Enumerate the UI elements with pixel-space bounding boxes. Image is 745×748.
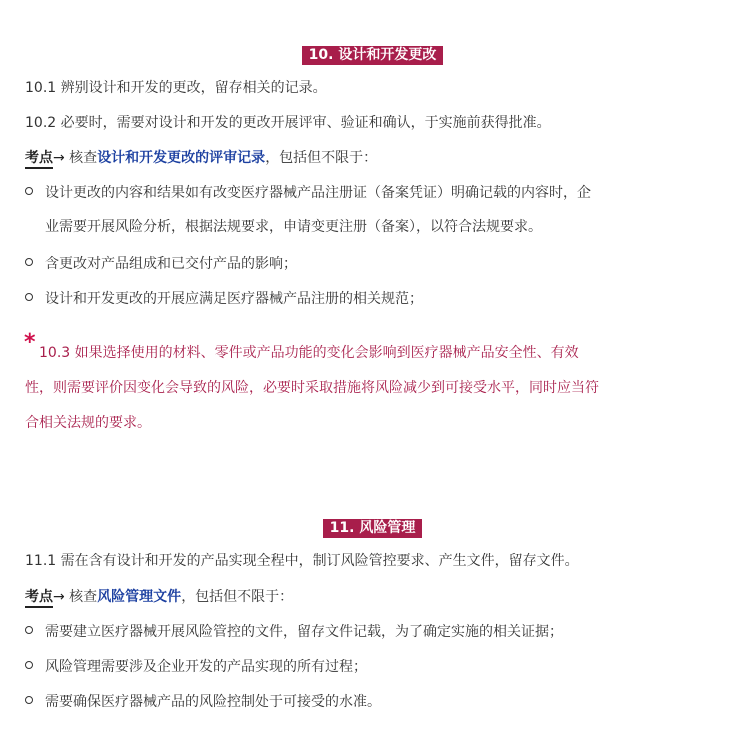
key-clause-line-2: 性，则需要评价因变化会导致的风险，必要时采取措施将风险减少到可接受水平，同时应当符	[25, 380, 599, 396]
bullet-circle-icon	[25, 696, 33, 704]
arrow-icon: →	[53, 589, 65, 605]
section-10-check-line	[25, 148, 377, 168]
bullet-circle-icon	[25, 187, 33, 195]
bullet-item: 风险管理需要涉及企业开发的产品实现的所有过程；	[45, 659, 367, 675]
check-prefix: 核查	[64, 589, 98, 605]
bullet-circle-icon	[25, 258, 33, 266]
bullet-circle-icon	[25, 661, 33, 669]
arrow-icon: →	[53, 150, 65, 166]
bullet-circle-icon	[25, 293, 33, 301]
check-highlight: 设计和开发更改的评审记录	[97, 150, 266, 166]
bullet-item: 设计和开发更改的开展应满足医疗器械产品注册的相关规范；	[45, 291, 423, 307]
bullet-item-continuation: 业需要开展风险分析，根据法规要求，申请变更注册（备案），以符合法规要求。	[45, 219, 542, 235]
section-10-item-2: 10.2 必要时，需要对设计和开发的更改开展评审、验证和确认，于实施前获得批准。	[25, 115, 551, 131]
check-suffix: ，包括但不限于：	[265, 150, 378, 166]
section-10-heading: 10. 设计和开发更改	[302, 46, 444, 65]
section-11-check-line	[25, 587, 293, 607]
check-prefix: 核查	[64, 150, 98, 166]
asterisk-icon: *	[24, 330, 36, 355]
section-11-item-1: 11.1 需在含有设计和开发的产品实现全程中，制订风险管控要求、产生文件，留存文件。	[25, 553, 579, 569]
bullet-item: 含更改对产品组成和已交付产品的影响；	[45, 256, 297, 272]
kaodian-label: 考点	[25, 150, 53, 169]
key-clause-line-1: 10.3 如果选择使用的材料、零件或产品功能的变化会影响到医疗器械产品安全性、有效	[39, 345, 579, 361]
kaodian-label: 考点	[25, 589, 53, 608]
bullet-circle-icon	[25, 626, 33, 634]
check-highlight: 风险管理文件	[97, 589, 182, 605]
section-11-heading: 11. 风险管理	[323, 519, 423, 538]
section-10-heading-wrap	[0, 44, 745, 65]
check-suffix: ，包括但不限于：	[181, 589, 294, 605]
key-clause-line-3: 合相关法规的要求。	[25, 415, 151, 431]
bullet-item: 需要确保医疗器械产品的风险控制处于可接受的水准。	[45, 694, 381, 710]
section-11-heading-wrap	[0, 517, 745, 538]
bullet-item: 设计更改的内容和结果如有改变医疗器械产品注册证（备案凭证）明确记载的内容时，企	[45, 185, 591, 201]
bullet-item: 需要建立医疗器械开展风险管控的文件，留存文件记载，为了确定实施的相关证据；	[45, 624, 563, 640]
section-10-item-1: 10.1 辨别设计和开发的更改，留存相关的记录。	[25, 80, 327, 96]
